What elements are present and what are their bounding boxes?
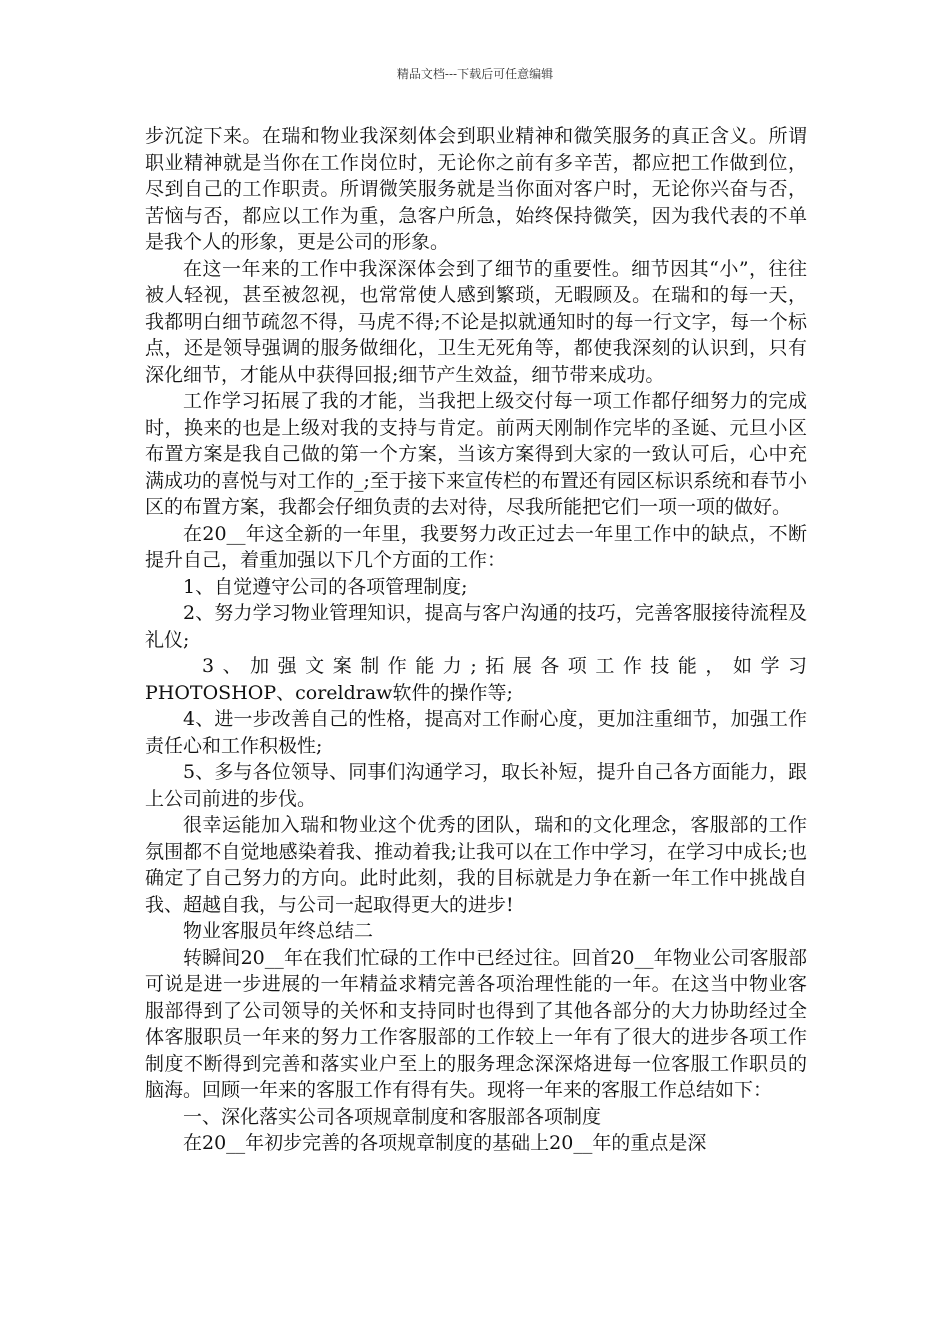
list-item-continuation: PHOTOSHOP、coreldraw软件的操作等;: [145, 681, 513, 704]
paragraph: 工作学习拓展了我的才能，当我把上级交付每一项工作都仔细努力的完成时，换来的也是上级对我的支持与肯定。前两天刚制作完毕的圣诞、元旦小区布置方案是我自己做的第一个方案，当该方案得到大家的一致认可后，心中充满成功的喜悦与对工作的_;至于接下来宣传栏的布置还有园区标识系统和春节小区的布置方案，我都会仔细负责的去对待，尽我所能把它们一项一项的做好。: [145, 390, 807, 518]
list-item: 1、自觉遵守公司的各项管理制度;: [183, 575, 468, 598]
paragraph: 步沉淀下来。在瑞和物业我深刻体会到职业精神和微笑服务的真正含义。所谓职业精神就是当你在工作岗位时，无论你之前有多辛苦，都应把工作做到位，尽到自己的工作职责。所谓微笑服务就是当你面对客户时，无论你兴奋与否，苦恼与否，都应以工作为重，急客户所急，始终保持微笑，因为我代表的不单是我个人的形象，更是公司的形象。: [145, 125, 807, 253]
paragraph: 很幸运能加入瑞和物业这个优秀的团队，瑞和的文化理念，客服部的工作氛围都不自觉地感染着我、推动着我;让我可以在工作中学习，在学习中成长;也确定了自己努力的方向。此时此刻，我的目标就是力争在新一年工作中挑战自我、超越自我，与公司一起取得更大的进步!: [145, 814, 807, 916]
list-item: 4、进一步改善自己的性格，提高对工作耐心度，更加注重细节，加强工作责任心和工作积极性;: [145, 708, 807, 757]
paragraph: 在20__年这全新的一年里，我要努力改正过去一年里工作中的缺点，不断提升自己，着重加强以下几个方面的工作：: [145, 522, 807, 571]
paragraph: 在20__年初步完善的各项规章制度的基础上20__年的重点是深: [183, 1132, 707, 1154]
section-heading: 一、深化落实公司各项规章制度和客服部各项制度: [183, 1105, 602, 1128]
section-title: 物业客服员年终总结二: [183, 920, 374, 942]
document-body: [145, 123, 807, 1157]
list-item: 3、加强文案制作能力;拓展各项工作技能，如学习: [202, 655, 807, 677]
paragraph: 转瞬间20__年在我们忙碌的工作中已经过往。回首20__年物业公司客服部可说是进一步进展的一年精益求精完善各项治理性能的一年。在这当中物业客服部得到了公司领导的关怀和支持同时也得到了其他各部分的大力协助经过全体客服职员一年来的努力工作客服部的工作较上一年有了很大的进步各项工作制度不断得到完善和落实业户至上的服务理念深深烙进每一位客服工作职员的脑海。回顾一年来的客服工作有得有失。现将一年来的客服工作总结如下：: [145, 946, 807, 1101]
list-item: 2、努力学习物业管理知识，提高与客户沟通的技巧，完善客服接待流程及礼仪;: [145, 602, 807, 651]
list-item: 5、多与各位领导、同事们沟通学习，取长补短，提升自己各方面能力，跟上公司前进的步伐。: [145, 761, 807, 810]
paragraph: 在这一年来的工作中我深深体会到了细节的重要性。细节因其“小”，往往被人轻视，甚至被忽视，也常常使人感到繁琐，无暇顾及。在瑞和的每一天，我都明白细节疏忽不得，马虎不得;不论是拟就通知时的每一行文字，每一个标点，还是领导强调的服务做细化，卫生无死角等，都使我深刻的认识到，只有深化细节，才能从中获得回报;细节产生效益，细节带来成功。: [145, 257, 807, 386]
page-header: 精品文档---下载后可任意编辑: [396, 67, 554, 81]
